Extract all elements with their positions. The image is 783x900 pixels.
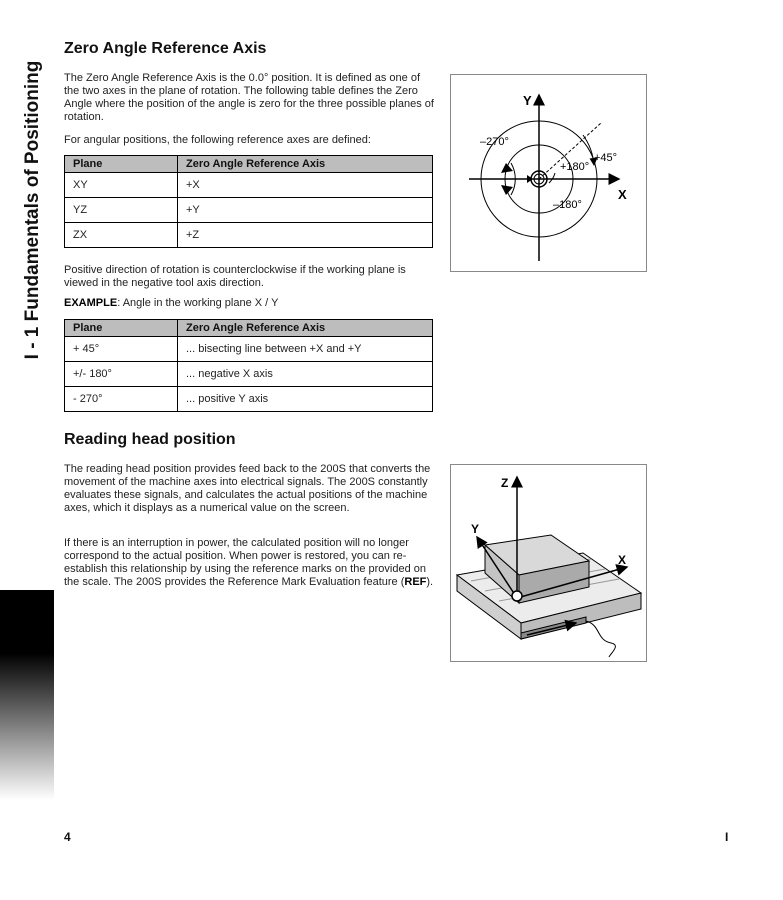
paragraph-zero-angle-intro: The Zero Angle Reference Axis is the 0.0° position. It is defined as one of the two axes in the plane of rotation. The following table defines the Zero Angle where the position of the angle is zero for the three possible planes of rotation. bbox=[64, 72, 434, 123]
machine-table-figure bbox=[450, 464, 647, 662]
label-minus270: –270° bbox=[480, 136, 509, 148]
section-heading-zero-angle: Zero Angle Reference Axis bbox=[64, 40, 267, 57]
label-plus45: +45° bbox=[594, 152, 618, 164]
side-chapter-title bbox=[20, 40, 46, 380]
origin-marker bbox=[512, 591, 522, 601]
paragraph-power-interruption bbox=[64, 537, 434, 589]
table-cell: XY bbox=[65, 173, 178, 198]
table-header-cell: Plane bbox=[65, 156, 178, 173]
page-number: 4 bbox=[64, 830, 71, 844]
label-minus180: –180° bbox=[553, 199, 582, 211]
arrowhead-icon bbox=[501, 163, 513, 173]
table-cell: ... bisecting line between +X and +Y bbox=[178, 337, 433, 362]
y-axis-label: Y bbox=[523, 93, 532, 108]
paragraph-reading-head: The reading head position provides feed back to the 200S that converts the movement of the machine axes into electrical signals. The 200S constantly evaluates these signals, and calculates the actual positions of the machine axes, which it displays as a numerical value on the screen. bbox=[64, 463, 431, 514]
x-axis-label-3d: X bbox=[618, 553, 627, 567]
example-angle-table bbox=[64, 319, 433, 412]
paragraph-rotation-direction: Positive direction of rotation is counterclockwise if the working plane is viewed in the negative tool axis direction. bbox=[64, 264, 406, 289]
table-row bbox=[65, 223, 433, 248]
table-cell: + 45° bbox=[65, 337, 178, 362]
cable bbox=[586, 621, 615, 657]
table-header-cell: Zero Angle Reference Axis bbox=[178, 320, 433, 337]
table-cell: +Z bbox=[178, 223, 433, 248]
z-axis-label: Z bbox=[501, 476, 509, 490]
table-header-row bbox=[65, 156, 433, 173]
table-cell: +X bbox=[178, 173, 433, 198]
reference-axis-table bbox=[64, 155, 433, 248]
table-row bbox=[65, 198, 433, 223]
table-cell: YZ bbox=[65, 198, 178, 223]
x-axis-label: X bbox=[618, 187, 627, 202]
side-chapter-title-text: I - 1 Fundamentals of Positioning bbox=[22, 60, 43, 360]
power-text-before: If there is an interruption in power, the calculated position will no longer correspond to the actual position. When power is restored, you can re-establish this relationship by using the reference marks on the provided on the scale. The 200S provides the Reference Mark Evaluation feature ( bbox=[64, 537, 426, 588]
table-cell: ... positive Y axis bbox=[178, 387, 433, 412]
table-header-row bbox=[65, 320, 433, 337]
arc-plus180 bbox=[549, 173, 555, 183]
side-thumb-tab bbox=[0, 590, 54, 800]
example-label: EXAMPLE bbox=[64, 297, 118, 309]
table-cell: ... negative X axis bbox=[178, 362, 433, 387]
section-heading-reading-head: Reading head position bbox=[64, 431, 236, 448]
angle-diagram bbox=[451, 75, 646, 271]
table-row bbox=[65, 362, 433, 387]
chapter-marker: I bbox=[725, 830, 729, 844]
paragraph-angular-positions: For angular positions, the following reference axes are defined: bbox=[64, 134, 371, 146]
y-axis-label-3d: Y bbox=[471, 522, 480, 536]
arrowhead-icon bbox=[501, 185, 513, 195]
table-header-cell: Plane bbox=[65, 320, 178, 337]
paragraph-example bbox=[64, 297, 434, 310]
angle-reference-figure bbox=[450, 74, 647, 272]
table-cell: - 270° bbox=[65, 387, 178, 412]
example-text: : Angle in the working plane X / Y bbox=[117, 297, 279, 309]
power-text-after: ). bbox=[426, 576, 434, 588]
table-cell: ZX bbox=[65, 223, 178, 248]
table-header-cell: Zero Angle Reference Axis bbox=[178, 156, 433, 173]
machine-diagram bbox=[451, 465, 646, 661]
table-cell: +Y bbox=[178, 198, 433, 223]
table-row bbox=[65, 337, 433, 362]
table-row bbox=[65, 173, 433, 198]
ref-feature-label: REF bbox=[404, 576, 427, 588]
label-plus180: +180° bbox=[560, 161, 590, 173]
table-row bbox=[65, 387, 433, 412]
table-cell: +/- 180° bbox=[65, 362, 178, 387]
